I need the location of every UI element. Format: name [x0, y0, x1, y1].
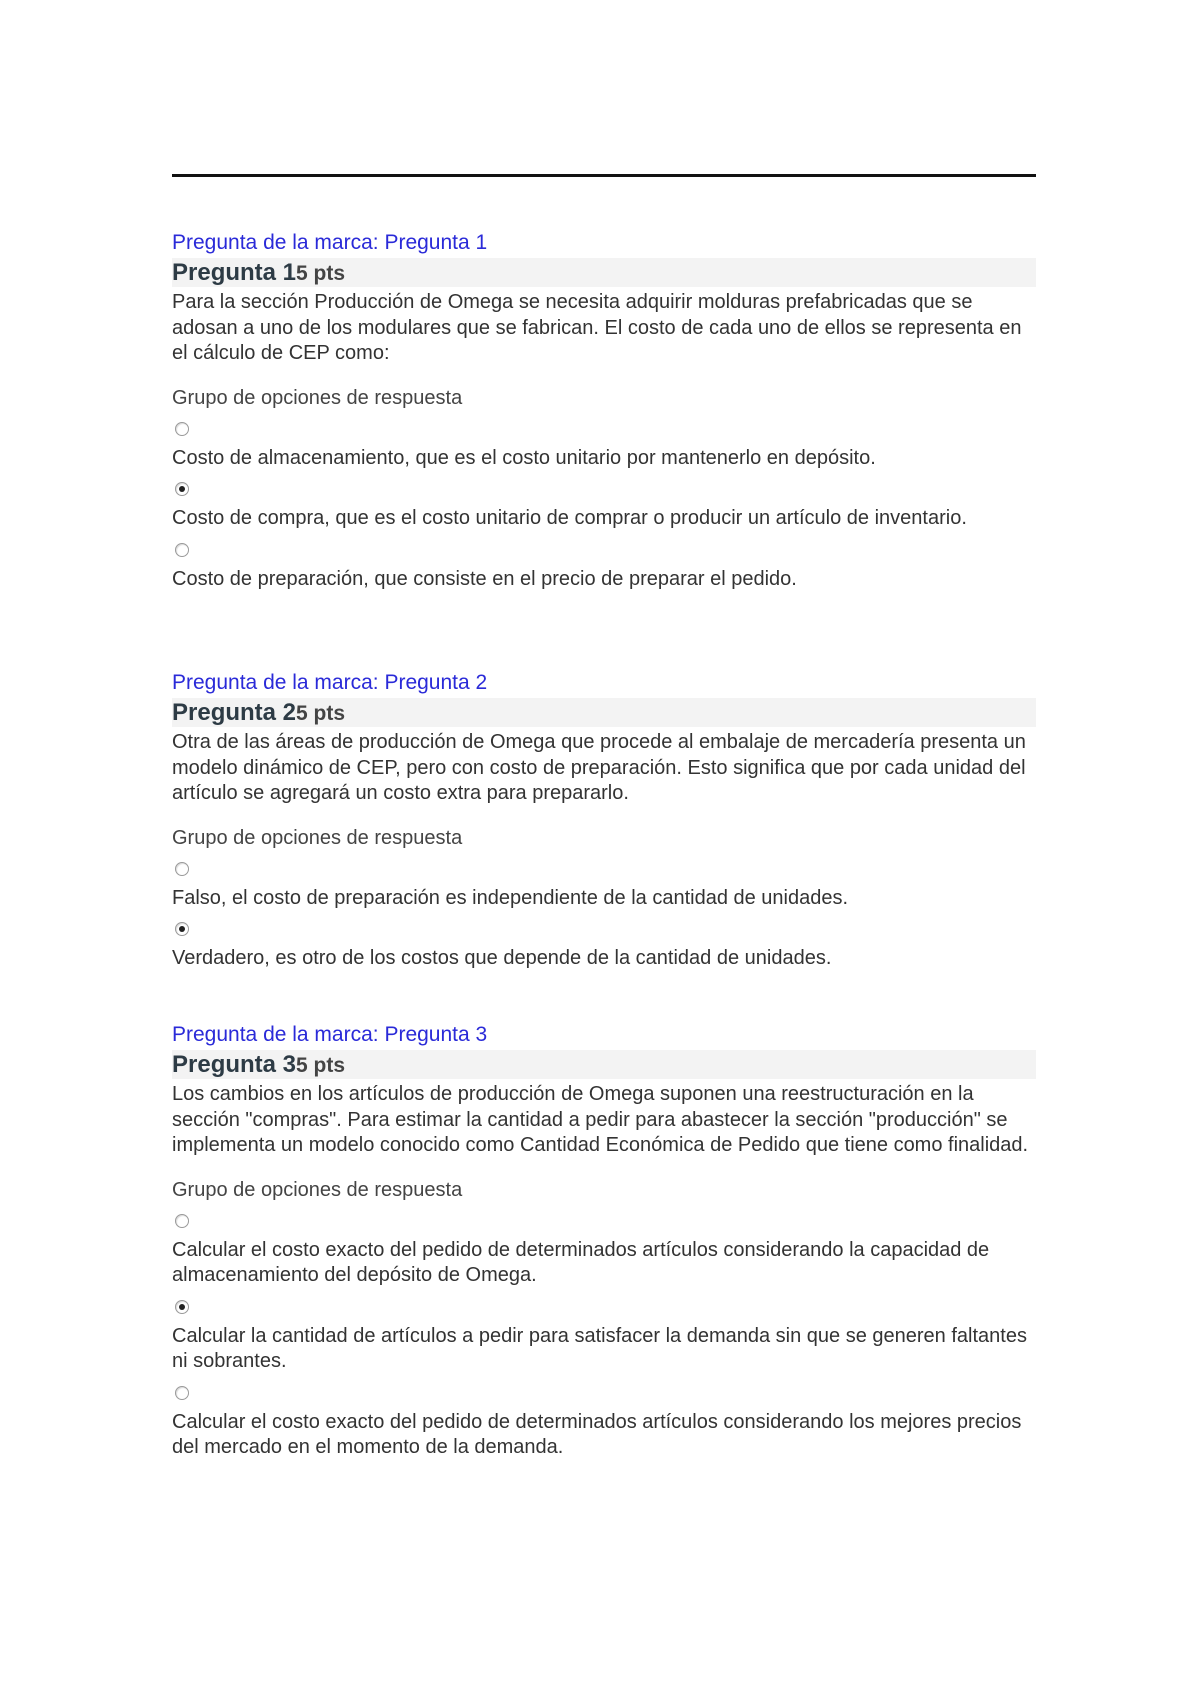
question-title: Pregunta 3 — [172, 1051, 297, 1078]
answer-option-text: Falso, el costo de preparación es independiente de la cantidad de unidades. — [172, 886, 849, 909]
answer-option[interactable] — [172, 862, 1036, 912]
question-text: Para la sección Producción de Omega se necesita adquirir molduras prefabricadas que se adosan a uno de los modulares que se fabrican. El costo de cada uno de ellos se representa en el cálculo de CEP como: — [172, 291, 1022, 364]
radio-button[interactable] — [175, 1214, 189, 1228]
answer-option[interactable] — [172, 922, 1036, 972]
answer-option[interactable] — [172, 1386, 1036, 1461]
answer-option[interactable] — [172, 1214, 1036, 1289]
answer-option-text: Calcular el costo exacto del pedido de determinados artículos considerando los mejores precios del mercado en el momento de la demanda. — [172, 1410, 1022, 1458]
answer-option-text: Verdadero, es otro de los costos que depende de la cantidad de unidades. — [172, 947, 832, 969]
answer-group-label: Grupo de opciones de respuesta — [172, 1178, 463, 1201]
question-header — [172, 698, 1036, 727]
question-1 — [172, 230, 1036, 592]
radio-button[interactable] — [175, 543, 189, 557]
flag-question-link[interactable]: Pregunta de la marca: Pregunta 1 — [172, 231, 488, 254]
radio-button-selected[interactable] — [175, 922, 189, 936]
top-divider — [172, 174, 1036, 177]
question-text: Otra de las áreas de producción de Omega que procede al embalaje de mercadería presenta un modelo dinámico de CEP, pero con costo de preparación. Esto significa que por cada unidad del artículo se agregará un costo extra para prepararlo. — [172, 731, 1026, 804]
answer-option[interactable] — [172, 482, 1036, 532]
answer-option[interactable] — [172, 1300, 1036, 1375]
answer-group-label: Grupo de opciones de respuesta — [172, 386, 463, 409]
question-text: Los cambios en los artículos de producción de Omega suponen una reestructuración en la sección "compras". Para estimar la cantidad a pedir para abastecer la sección "producción" se implementa un modelo conocido como Cantidad Económica de Pedido que tiene como finalidad. — [172, 1083, 1029, 1156]
flag-question-link[interactable]: Pregunta de la marca: Pregunta 2 — [172, 671, 488, 694]
answer-group-label: Grupo de opciones de respuesta — [172, 826, 463, 849]
answer-option-text: Calcular el costo exacto del pedido de determinados artículos considerando la capacidad de almacenamiento del depósito de Omega. — [172, 1238, 990, 1286]
question-2 — [172, 670, 1036, 972]
question-points: 5 pts — [296, 262, 346, 285]
answer-option-text: Costo de almacenamiento, que es el costo unitario por mantenerlo en depósito. — [172, 446, 876, 469]
question-points: 5 pts — [296, 1054, 346, 1077]
answer-option-text: Costo de compra, que es el costo unitario de comprar o producir un artículo de inventario. — [172, 507, 967, 529]
answer-option[interactable] — [172, 543, 1036, 593]
flag-question-link[interactable]: Pregunta de la marca: Pregunta 3 — [172, 1023, 488, 1046]
question-title: Pregunta 1 — [172, 259, 297, 286]
answer-option-text: Calcular la cantidad de artículos a pedir para satisfacer la demanda sin que se generen faltantes ni sobrantes. — [172, 1324, 1027, 1372]
radio-button[interactable] — [175, 1386, 189, 1400]
answer-option-text: Costo de preparación, que consiste en el precio de preparar el pedido. — [172, 567, 797, 590]
question-header — [172, 1050, 1036, 1079]
question-points: 5 pts — [296, 702, 346, 725]
radio-button-selected[interactable] — [175, 482, 189, 496]
question-3 — [172, 1022, 1036, 1461]
radio-button[interactable] — [175, 862, 189, 876]
radio-button[interactable] — [175, 422, 189, 436]
answer-option[interactable] — [172, 422, 1036, 472]
question-header — [172, 258, 1036, 287]
question-title: Pregunta 2 — [172, 699, 297, 726]
radio-button-selected[interactable] — [175, 1300, 189, 1314]
